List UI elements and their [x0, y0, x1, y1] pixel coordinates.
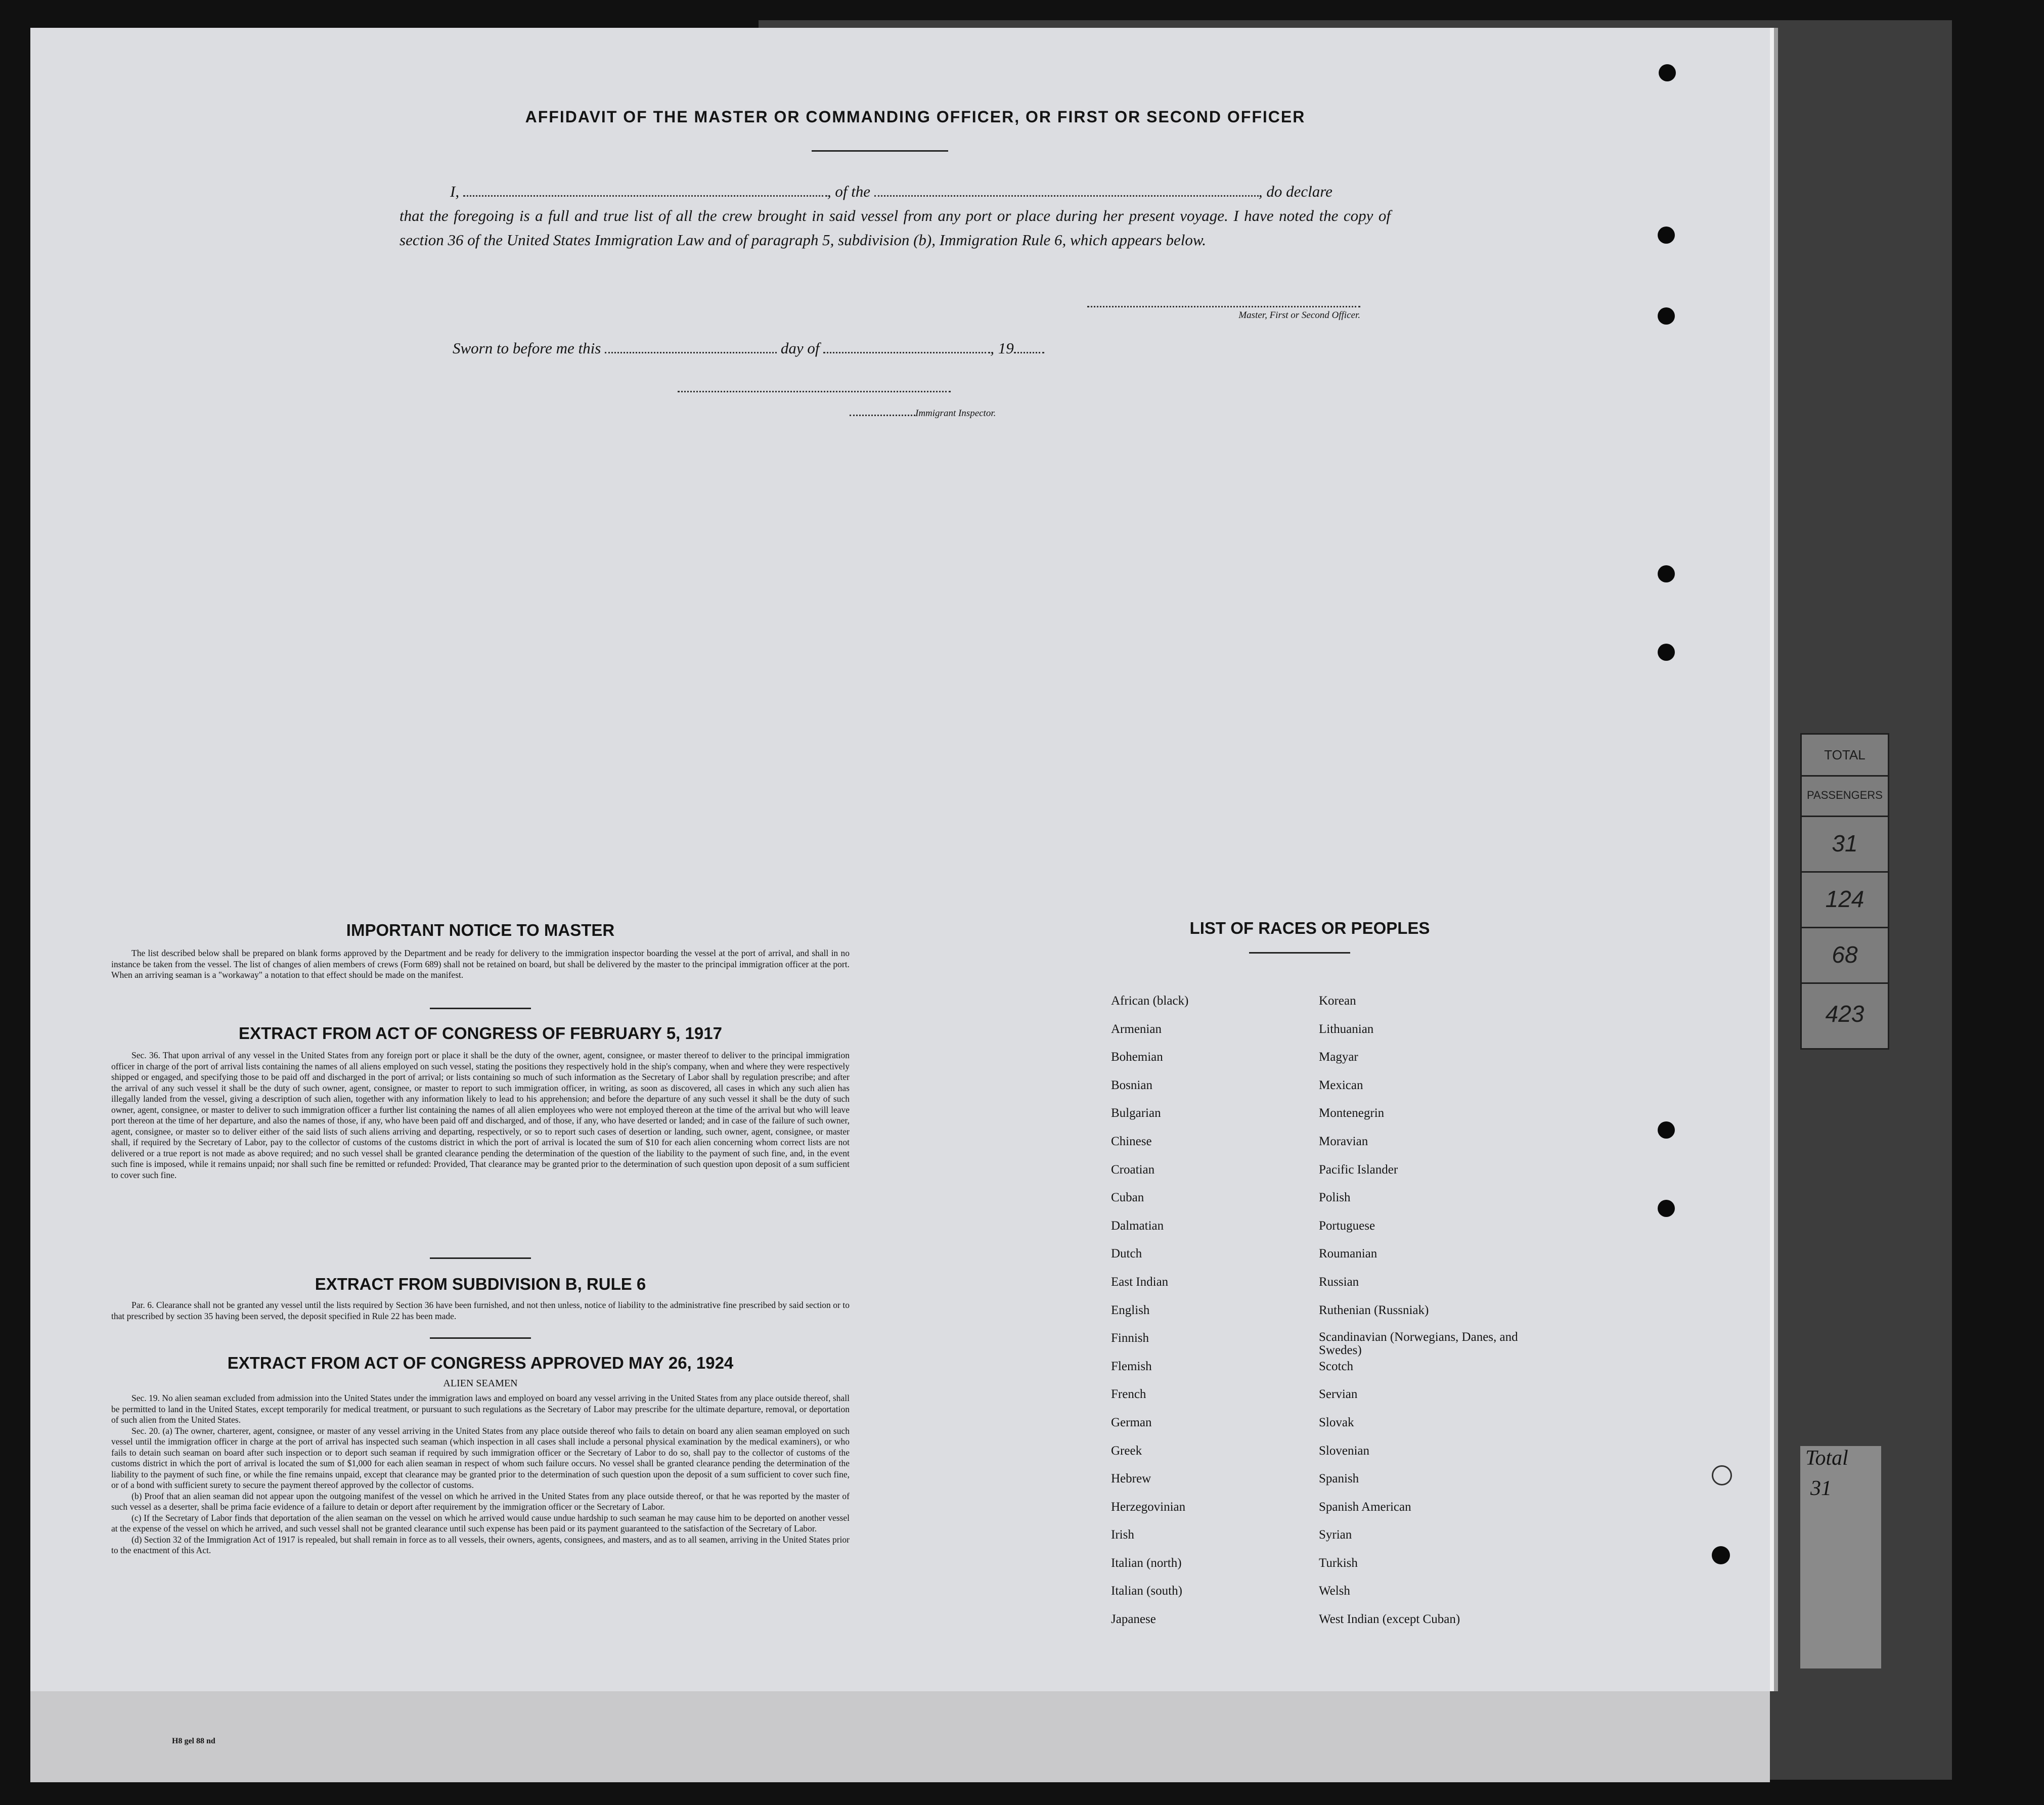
side-form-value: 68: [1802, 927, 1888, 984]
extract-1924-paragraph: Sec. 19. No alien seaman excluded from admission into the United States under the immigration laws and employed on board any vessel arriving in the United States from any place outside thereof, shall be permitted to land in the United States, except temporarily for medical treatment, or pursuant to such regulations as the Secretary of Labor may prescribe for the ultimate departure, removal, or deportation of such alien from the United States.: [111, 1393, 850, 1425]
bottom-sheet-edge: [30, 1691, 1770, 1782]
extract-1924-title: EXTRACT FROM ACT OF CONGRESS APPROVED MAY 26, 1924: [227, 1353, 734, 1372]
side-total-label: Total: [1805, 1447, 1848, 1470]
extract-1924-paragraph: (b) Proof that an alien seaman did not appear upon the outgoing manifest of the vessel on which he arrived in the United States from any place outside thereof, or that he was reported by the master of such vessel as a deserter, shall be prima facie evidence of a failure to detain or deport after requirement by the immigration officer or the Secretary of Labor.: [111, 1491, 850, 1512]
race-item: Armenian: [1111, 1022, 1162, 1036]
extract-1924-paragraph: (d) Section 32 of the Immigration Act of 1917 is repealed, but shall remain in force as to all vessels, their owners, agents, consignees, and masters, and as to all seamen, arriving in the United States prior to the enactment of this Act.: [111, 1534, 850, 1555]
day-of-label: day of: [780, 339, 820, 357]
divider: [430, 1337, 531, 1339]
vessel-blank: [874, 195, 1259, 197]
punch-hole: [1658, 644, 1675, 661]
punch-hole: [1658, 227, 1675, 244]
divider: [430, 1008, 531, 1009]
race-item: Portuguese: [1319, 1219, 1375, 1233]
punch-hole: [1658, 1121, 1675, 1139]
race-item: Flemish: [1111, 1359, 1152, 1373]
affidavit-title: AFFIDAVIT OF THE MASTER OR COMMANDING OFFICER, OR FIRST OR SECOND OFFICER: [525, 108, 1306, 126]
race-item: Spanish American: [1319, 1500, 1411, 1514]
races-column-2: [1319, 994, 1541, 1640]
race-item: Chinese: [1111, 1134, 1152, 1148]
side-form-value: 124: [1802, 871, 1888, 928]
side-form-value: 31: [1802, 816, 1888, 873]
race-item: Lithuanian: [1319, 1022, 1374, 1036]
race-item: Japanese: [1111, 1612, 1156, 1627]
punch-hole-outline: [1712, 1465, 1732, 1485]
race-item: Mexican: [1319, 1078, 1363, 1092]
punch-hole: [1658, 1200, 1675, 1217]
race-item: Scandinavian (Norwegians, Danes, and Swedes): [1319, 1330, 1518, 1358]
side-form-header-total: TOTAL: [1802, 735, 1888, 777]
race-item: English: [1111, 1303, 1150, 1317]
notice-paragraph: The list described below shall be prepared on blank forms approved by the Department and be ready for delivery to the immigration inspector boarding the vessel at the port of arrival, and shall in no instance be taken from the vessel. The list of changes of alien members of crews (Form 689) shall not be retained on board, but shall be delivered by the master to the principal immigration officer at the port. When an arriving seaman is a "workaway" a notation to that effect should be made on the manifest.: [111, 948, 850, 980]
race-item: Bohemian: [1111, 1050, 1163, 1064]
race-item: Herzegovinian: [1111, 1500, 1186, 1514]
race-item: West Indian (except Cuban): [1319, 1612, 1460, 1627]
inspector-caption: Immigrant Inspector.: [915, 408, 996, 419]
extract-rule6-title: EXTRACT FROM SUBDIVISION B, RULE 6: [315, 1275, 646, 1293]
race-item: Magyar: [1319, 1050, 1358, 1064]
punch-hole: [1658, 307, 1675, 325]
extract-1924-paragraph: (c) If the Secretary of Labor finds that deportation of the alien seaman on the vessel on which he arrived would cause undue hardship to such seaman he may cause him to be deported on another vessel at the expense of the vessel on which he arrived, and such vessel shall not be granted clearance until such expense has been paid or its payment guaranteed to the satisfaction of the Secretary of Labor.: [111, 1512, 850, 1533]
inspector-caption-line: [850, 408, 996, 419]
extract-rule6-paragraph: Par. 6. Clearance shall not be granted any vessel until the lists required by Section 36 have been furnished, and not then unless, notice of liability to the administrative fine prescribed by said section or to that prescribed by section 35 having been served, the deposit specified in Rule 22 has been made.: [111, 1300, 850, 1321]
side-total-column: [1800, 1446, 1881, 1668]
race-item: Turkish: [1319, 1556, 1358, 1570]
race-item: Syrian: [1319, 1528, 1352, 1542]
month-blank: [823, 352, 990, 353]
year-label: , 19: [990, 339, 1014, 357]
race-item: Italian (north): [1111, 1556, 1182, 1570]
affidavit-statement: [399, 179, 1391, 252]
race-item: Slovak: [1319, 1415, 1354, 1429]
extract-1917-paragraph: Sec. 36. That upon arrival of any vessel in the United States from any foreign port or place it shall be the duty of the owner, agent, consignee, or master thereof to deliver to the principal immigration officer in charge of the port of arrival lists containing the names of all aliens employed on such vessel, stating the positions they respectively hold in the ship's company, when and where they were respectively shipped or engaged, and specifying those to be paid off and discharged in the port of arrival; or lists containing so much of such information as the Secretary of Labor shall by regulation prescribe; and after the arrival of any such vessel it shall be the duty of such owner, agent, consignee, or master to report to such immigration officer, in writing, as soon as discovered, all cases in which any such alien has illegally landed from the vessel, giving a description of such alien, together with any information likely to lead to his apprehension; and before the departure of any such vessel it shall be the duty of such owner, agent, consignee, or master to deliver to such immigration officer a further list containing the names of all alien employees who were not employed thereon at the time of the arrival but who will leave port thereon at the time of her departure, and also the names of those, if any, who have been paid off and discharged, and of those, if any, who have deserted or landed; and in case of the failure of such owner, agent, consignee, or master so to deliver either of the said lists of such aliens arriving and departing, respectively, or so to report such cases of desertion or landing, such owner, agent, consignee, or master shall, if required by the Secretary of Labor, pay to the collector of customs of the customs district in which the port of arrival is located the sum of $10 for each alien concerning whom correct lists are not delivered or a true report is not made as above required; and no such vessel shall be granted clearance pending the determination of the question of the liability to the payment of such fine, and, in the event such fine is imposed, while it remains unpaid; nor shall such fine be remitted or refunded: Provided, That clearance may be granted prior to the determination of such question upon deposit of a sum sufficient to cover such fine.: [111, 1050, 850, 1180]
affidavit-do-declare: , do declare: [1258, 183, 1332, 200]
punch-hole: [1659, 64, 1676, 81]
punch-hole: [1658, 565, 1675, 582]
footer-code: H8 gel 88 nd: [172, 1737, 215, 1745]
side-total-value: 31: [1810, 1477, 1832, 1500]
race-item: Croatian: [1111, 1162, 1155, 1177]
race-item: Montenegrin: [1319, 1106, 1385, 1120]
sworn-prefix: Sworn to before me this: [453, 339, 601, 357]
race-item: Russian: [1319, 1275, 1359, 1289]
divider: [812, 150, 948, 152]
day-blank: [605, 352, 777, 353]
races-title: LIST OF RACES OR PEOPLES: [1189, 919, 1430, 937]
race-item: Spanish: [1319, 1472, 1359, 1486]
race-item: Pacific Islander: [1319, 1162, 1398, 1177]
divider: [1249, 952, 1350, 954]
race-item: Korean: [1319, 994, 1356, 1008]
sworn-line: [453, 336, 1044, 360]
races-column-1: [1111, 994, 1313, 1640]
notice-title: IMPORTANT NOTICE TO MASTER: [346, 921, 615, 939]
race-item: Finnish: [1111, 1331, 1149, 1345]
race-item: Hebrew: [1111, 1472, 1151, 1486]
race-item: Moravian: [1319, 1134, 1368, 1148]
race-item: Bulgarian: [1111, 1106, 1161, 1120]
extract-1924-text: [111, 1393, 850, 1556]
race-item: German: [1111, 1415, 1152, 1429]
race-item: Slovenian: [1319, 1443, 1369, 1458]
divider: [430, 1257, 531, 1259]
document-page: [30, 28, 1770, 1691]
race-item: Ruthenian (Russniak): [1319, 1303, 1429, 1317]
race-item: Roumanian: [1319, 1247, 1378, 1261]
master-signature-line: [1087, 306, 1360, 307]
race-item: East Indian: [1111, 1275, 1169, 1289]
side-form-value: 423: [1825, 1001, 1864, 1027]
race-item: Irish: [1111, 1528, 1134, 1542]
race-item: Italian (south): [1111, 1584, 1182, 1598]
inspector-blank: [850, 415, 915, 416]
race-item: Polish: [1319, 1191, 1351, 1205]
side-form-header-passengers: PASSENGERS: [1802, 775, 1888, 817]
race-item: Servian: [1319, 1387, 1358, 1402]
extract-1917-text: [111, 1050, 850, 1181]
race-item: Dutch: [1111, 1247, 1142, 1261]
year-blank: [1014, 352, 1044, 353]
affidavit-i-label: I,: [450, 183, 460, 200]
extract-rule6-text: [111, 1300, 850, 1322]
race-item: Bosnian: [1111, 1078, 1152, 1092]
race-item: African (black): [1111, 994, 1189, 1008]
affidavit-body: that the foregoing is a full and true list of all the crew brought in said vessel from any port or place during her present voyage. I have noted the copy of section 36 of the United States Immigration Law and of paragraph 5, subdivision (b), Immigration Rule 6, which appears below.: [399, 207, 1391, 249]
notice-text: [111, 948, 850, 981]
race-item: Welsh: [1319, 1584, 1350, 1598]
extract-1924-subtitle: ALIEN SEAMEN: [443, 1378, 518, 1389]
inspector-signature-line: [678, 391, 951, 392]
side-passenger-form: [1800, 733, 1889, 1050]
extract-1924-paragraph: Sec. 20. (a) The owner, charterer, agent, consignee, or master of any vessel arriving in the United States from any place outside thereof who fails to detain on board any alien seaman employed on such vessel until the immigration officer in charge at the port of arrival has inspected such seaman (which inspection in all cases shall include a personal physical examination by the medical examiners), or who fails to detain such seaman on board after such inspection or to deport such seaman if required by such immigration officer or the Secretary of Labor to do so, shall pay to the collector of customs of the customs district in which the port of arrival is located the sum of $1,000 for each alien seaman in respect of whom such failure occurs. No vessel shall be granted clearance pending the determination of the liability to the payment of such fine, or while the fine remains unpaid, except that clearance may be granted prior to the determination of such question upon the deposit of a sum sufficient to cover such fine, or of a bond with sufficient surety to secure the payment thereof approved by the collector of customs.: [111, 1425, 850, 1490]
affidavit-of-the: , of the: [827, 183, 871, 200]
race-item: Cuban: [1111, 1191, 1144, 1205]
race-item: Scotch: [1319, 1359, 1354, 1373]
extract-1917-title: EXTRACT FROM ACT OF CONGRESS OF FEBRUARY 5, 1917: [239, 1024, 722, 1043]
master-caption: Master, First or Second Officer.: [1238, 310, 1360, 321]
race-item: French: [1111, 1387, 1146, 1402]
race-item: Greek: [1111, 1443, 1142, 1458]
race-item: Dalmatian: [1111, 1219, 1164, 1233]
punch-hole: [1712, 1546, 1730, 1564]
name-blank: [463, 195, 827, 197]
